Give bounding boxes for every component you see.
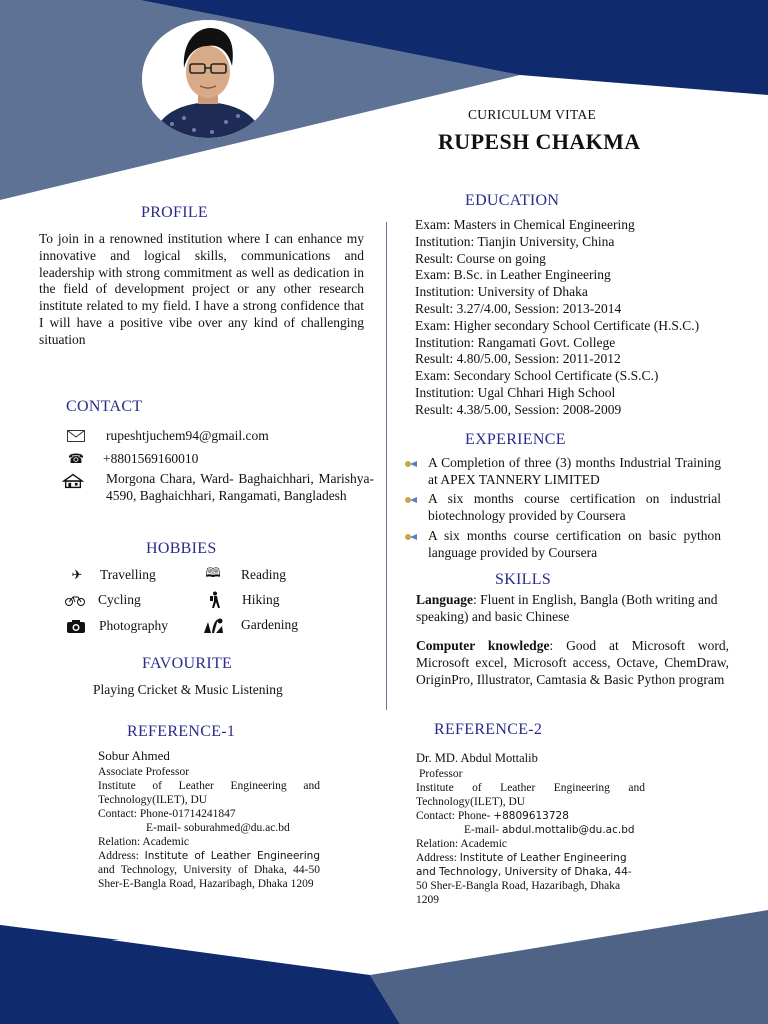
hobby-label: Hiking: [242, 592, 280, 607]
reference2-email[interactable]: abdul.mottalib@du.ac.bd: [502, 823, 635, 836]
bicycle-icon: [64, 592, 86, 608]
skills-computer-text: : Good at Microsoft word, Microsoft excel, Microsoft access, Octave, ChemDraw, OriginPro, Illustrator, Camtasia & Basic Python program: [416, 638, 729, 687]
candidate-name: RUPESH CHAKMA: [438, 129, 641, 154]
reference2-relation: Relation: Academic: [416, 837, 508, 850]
education-line: Result: Course on going: [415, 250, 546, 266]
profile-text: To join in a renowned institution where I can enhance my innovative and logical skills, communications and leadership with strong commitment as well as dedication in the field of development project or any other research institute related to my field. I have a strong confidence that I will have a positive vibe over any kind of challenging situation: [39, 231, 364, 347]
contact-address: Morgona Chara, Ward- Baghaichhari, Marishya-4590, Baghaichhari, Rangamati, Bangladesh: [106, 471, 374, 503]
contact-heading: CONTACT: [66, 398, 143, 415]
profile-heading: PROFILE: [141, 204, 208, 221]
hobby-label: Gardening: [241, 617, 298, 632]
favourite-heading: FAVOURITE: [142, 655, 233, 672]
airplane-icon: ✈: [71, 567, 83, 583]
education-list: [415, 217, 699, 419]
contact-email-row: [65, 428, 269, 445]
address-prefix: Address:: [98, 849, 145, 862]
reference1-title: Associate Professor: [98, 765, 190, 778]
hobby-label: Photography: [99, 618, 168, 633]
reference1-email-line: [98, 821, 320, 835]
reference2-email-line: [416, 823, 645, 837]
address-sans: Institute of Leather Engineering and Technology, University of Dhaka, 44-: [416, 851, 632, 878]
reference1-institute: Institute of Leather Engineering and Technology(ILET), DU: [98, 779, 320, 806]
education-heading: EDUCATION: [465, 192, 560, 209]
bullet-icon: [404, 532, 418, 542]
open-book-icon: 🕮: [205, 566, 221, 581]
reference2-heading: REFERENCE-2: [434, 721, 543, 738]
hobby-travelling: [66, 567, 156, 584]
reference2-name: Dr. MD. Abdul Mottalib: [416, 751, 538, 765]
gardening-icon: [202, 617, 224, 633]
reference1-heading: REFERENCE-1: [127, 723, 236, 740]
contact-email[interactable]: rupeshtjuchem94@gmail.com: [106, 428, 269, 443]
reference1-address: [98, 849, 320, 891]
reference2-title: Professor: [419, 767, 463, 780]
reference2-institute: Institute of Leather Engineering and Technology(ILET), DU: [416, 781, 645, 808]
reference1-relation: Relation: Academic: [98, 835, 190, 848]
address-rest: and Technology, University of Dhaka, 44-50 Sher-E-Bangla Road, Hazaribagh, Dhaka 1209: [98, 863, 320, 890]
hobby-label: Cycling: [98, 592, 141, 607]
experience-text: A six months course certification on basic python language provided by Coursera: [428, 528, 721, 560]
experience-text: A Completion of three (3) months Industrial Training at APEX TANNERY LIMITED: [428, 455, 721, 487]
hobby-hiking: [204, 592, 280, 609]
contact-phone-row: [65, 451, 198, 468]
telephone-icon: ☎: [67, 451, 85, 467]
skills-computer: [416, 638, 729, 688]
experience-item: [404, 455, 721, 489]
reference2-contact-line: [416, 809, 645, 823]
envelope-icon: [65, 428, 87, 444]
favourite-text: Playing Cricket & Music Listening: [93, 682, 283, 697]
education-line: Institution: University of Dhaka: [415, 284, 588, 300]
reference1-block: [98, 748, 320, 891]
education-line: Exam: Masters in Chemical Engineering: [415, 217, 635, 232]
education-line: Institution: Ugal Chhari High School: [415, 384, 616, 400]
reference2-address: [416, 851, 645, 907]
contact-address-row: [62, 471, 374, 505]
column-divider: [386, 222, 387, 710]
address-prefix: Address:: [416, 851, 460, 864]
cv-subtitle: CURICULUM VITAE: [468, 107, 597, 122]
hobbies-heading: HOBBIES: [146, 540, 217, 557]
hobby-label: Travelling: [100, 567, 156, 582]
education-line: Result: 4.80/5.00, Session: 2011-2012: [415, 351, 621, 367]
profile-photo: [142, 20, 274, 138]
education-line: Institution: Rangamati Govt. College: [415, 334, 616, 350]
contact-prefix: Contact: Phone-: [416, 809, 494, 822]
reference1-name: Sobur Ahmed: [98, 748, 170, 763]
hobby-label: Reading: [241, 567, 286, 582]
email-prefix: E-mail-: [464, 823, 502, 836]
skills-computer-label: Computer knowledge: [416, 638, 550, 653]
reference1-email[interactable]: soburahmed@du.ac.bd: [184, 821, 290, 834]
experience-item: [404, 528, 721, 562]
email-prefix: E-mail-: [146, 821, 184, 834]
education-line: Exam: Higher secondary School Certificate (H.S.C.): [415, 317, 700, 333]
skills-heading: SKILLS: [495, 571, 552, 588]
address-sans: Institute of Leather Engineering: [144, 849, 320, 862]
skills-language-text: : Fluent in English, Bangla (Both writing and speaking) and basic Chinese: [416, 592, 718, 624]
house-icon: [62, 473, 84, 489]
contact-phone: +8801569160010: [103, 451, 199, 466]
hobby-reading: [202, 567, 286, 584]
camera-icon: [65, 618, 87, 634]
address-rest: 50 Sher-E-Bangla Road, Hazaribagh, Dhaka 1209: [416, 879, 621, 906]
experience-text: A six months course certification on industrial biotechnology provided by Coursera: [428, 491, 721, 523]
education-line: Exam: Secondary School Certificate (S.S.C.): [415, 368, 659, 384]
bullet-icon: [404, 459, 418, 469]
education-line: Result: 3.27/4.00, Session: 2013-2014: [415, 300, 622, 316]
skills-language-label: Language: [416, 592, 474, 607]
hobby-cycling: [64, 592, 141, 609]
reference1-contact: Contact: Phone-01714241847: [98, 807, 236, 820]
hobby-gardening: [202, 617, 298, 634]
reference2-block: [416, 750, 645, 907]
education-line: Exam: B.Sc. in Leather Engineering: [415, 267, 611, 283]
reference2-phone: +8809613728: [493, 809, 569, 822]
bullet-icon: [404, 495, 418, 505]
education-line: Result: 4.38/5.00, Session: 2008-2009: [415, 401, 622, 417]
experience-item: [404, 491, 721, 525]
hiker-icon: [204, 592, 226, 608]
hobby-photography: [65, 618, 168, 635]
education-line: Institution: Tianjin University, China: [415, 233, 615, 249]
skills-language: [416, 592, 729, 626]
experience-heading: EXPERIENCE: [465, 431, 566, 448]
